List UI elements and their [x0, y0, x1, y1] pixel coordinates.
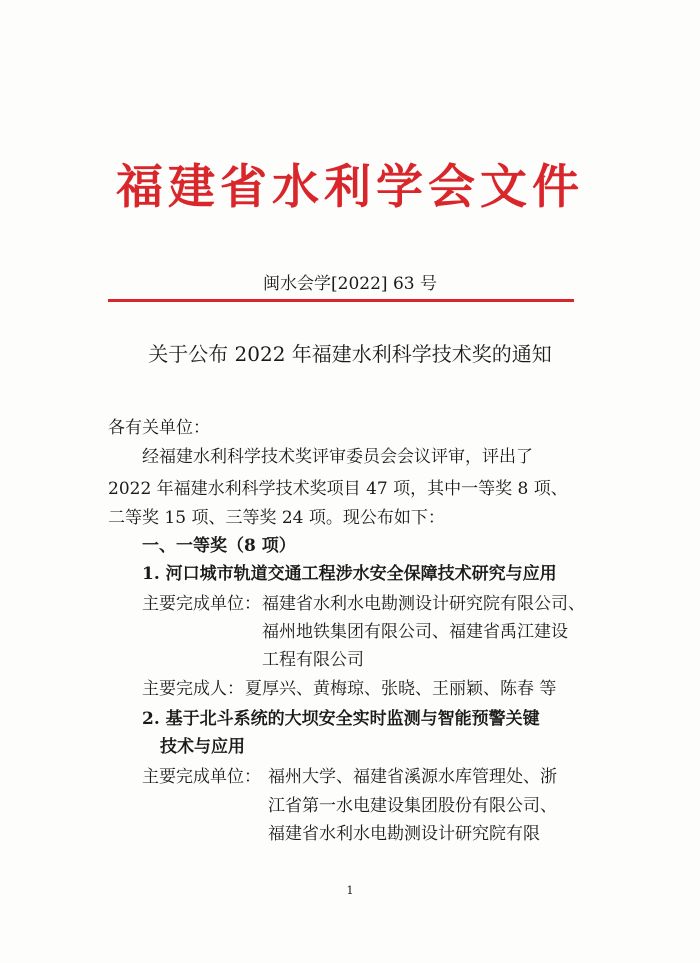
award-1-units-label: 主要完成单位： [142, 594, 261, 614]
header-red-rule [108, 299, 574, 302]
section-heading-first-prize: 一、一等奖（8 项） [142, 536, 296, 556]
salutation: 各有关单位： [108, 418, 210, 438]
award-1-units-line-2: 福州地铁集团有限公司、福建省禹江建设 [262, 622, 568, 642]
intro-line-2: 2022 年福建水利科学技术奖项目 47 项，其中一等奖 8 项、 [108, 479, 568, 499]
award-2-units-line-3: 福建省水利水电勘测设计研究院有限 [268, 824, 540, 844]
award-1-units-line-1: 福建省水利水电勘测设计研究院有限公司、 [262, 594, 585, 614]
award-2-units-line-1: 福州大学、福建省溪源水库管理处、浙 [268, 767, 557, 787]
award-1-title: 1. 河口城市轨道交通工程涉水安全保障技术研究与应用 [142, 564, 557, 584]
award-2-units-line-2: 江省第一水电建设集团股份有限公司、 [268, 796, 557, 816]
page-number: 1 [346, 884, 354, 897]
award-1-persons: 夏厚兴、黄梅琼、张晓、王丽颖、陈春 等 [245, 679, 557, 699]
intro-line-3: 二等奖 15 项、三等奖 24 项。现公布如下： [108, 508, 445, 528]
intro-line-1: 经福建水利科学技术奖评审委员会会议评审，评出了 [142, 447, 533, 467]
award-1-units-line-3: 工程有限公司 [262, 650, 364, 670]
notice-title: 关于公布 2022 年福建水利科学技术奖的通知 [148, 342, 552, 366]
award-2-title-line-2: 技术与应用 [160, 737, 245, 757]
award-2-units-label: 主要完成单位： [142, 767, 261, 787]
org-header-title: 福建省水利学会文件 [116, 160, 584, 215]
award-1-persons-label: 主要完成人： [142, 679, 244, 699]
document-number: 闽水会学[2022] 63 号 [263, 274, 437, 294]
award-2-title-line-1: 2. 基于北斗系统的大坝安全实时监测与智能预警关键 [142, 709, 540, 729]
